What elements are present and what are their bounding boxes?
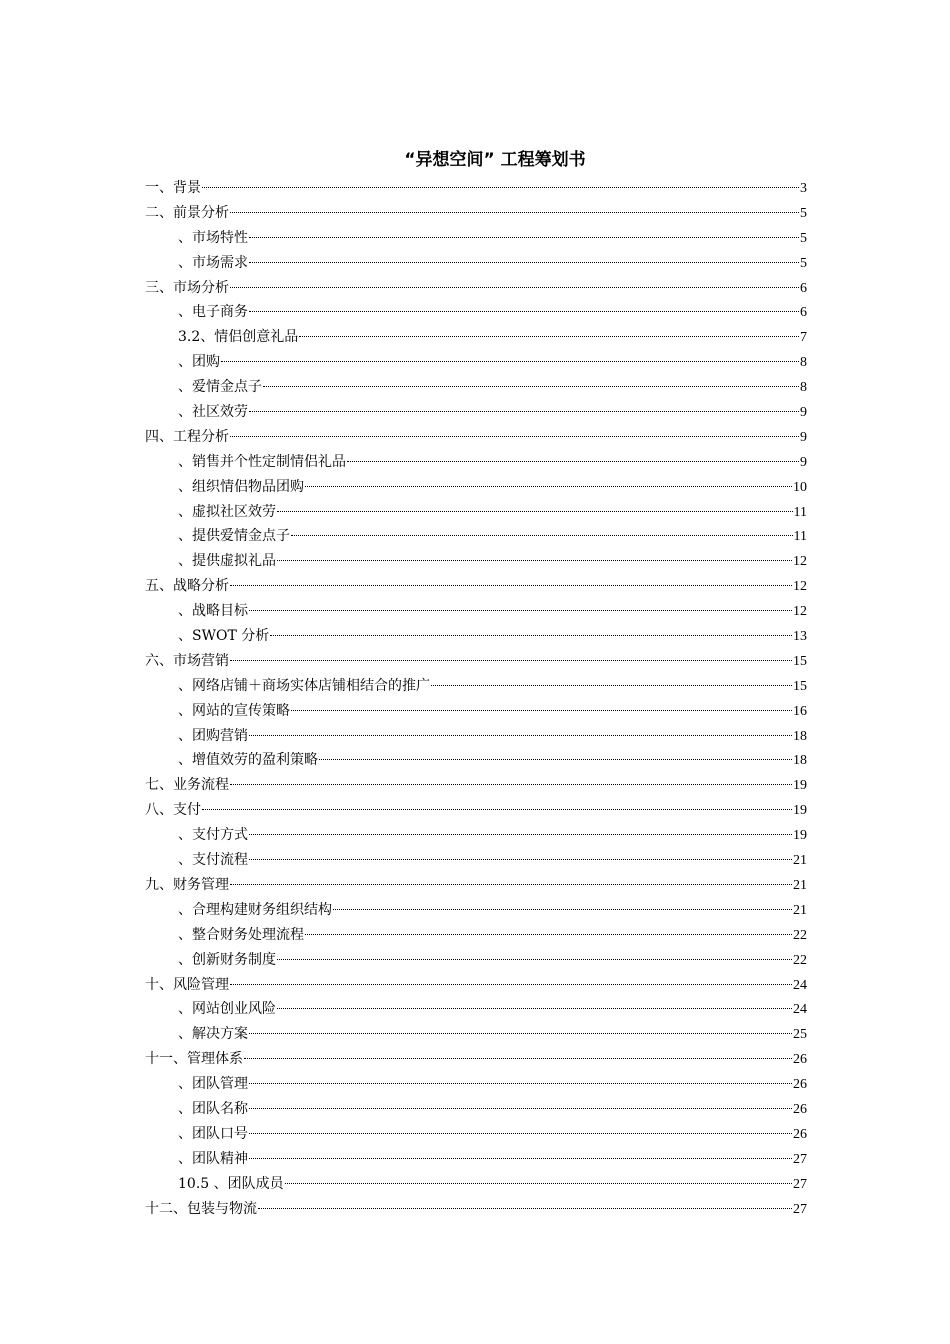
toc-entry[interactable] [145, 500, 807, 525]
toc-entry-page-number: 6 [800, 280, 807, 296]
toc-entry[interactable] [145, 997, 807, 1022]
toc-entry-page-number: 21 [793, 877, 807, 893]
toc-leader-dots [249, 237, 799, 238]
toc-entry[interactable] [145, 674, 807, 699]
toc-entry-page-number: 27 [793, 1201, 807, 1217]
toc-leader-dots [431, 685, 792, 686]
toc-entry[interactable] [145, 201, 807, 226]
toc-entry-label: 八、支付 [145, 802, 201, 819]
toc-entry-label: 十二、包装与物流 [145, 1200, 257, 1217]
toc-entry-page-number: 10 [793, 479, 807, 495]
toc-entry-page-number: 18 [793, 753, 807, 769]
toc-entry-page-number: 16 [793, 703, 807, 719]
toc-entry-page-number: 27 [793, 1151, 807, 1167]
toc-entry-label: 10.5 、团队成员 [178, 1175, 284, 1192]
toc-entry-label: 、网络店铺＋商场实体店铺相结合的推广 [178, 677, 430, 694]
toc-entry-label: 、支付方式 [178, 827, 248, 844]
toc-entry[interactable] [145, 300, 807, 325]
toc-entry-page-number: 3 [800, 181, 807, 196]
toc-entry-label: 四、工程分析 [145, 428, 229, 445]
toc-entry-label: 三、市场分析 [145, 279, 229, 296]
toc-leader-dots [230, 436, 799, 437]
toc-leader-dots [202, 809, 792, 810]
toc-entry-page-number: 21 [793, 853, 807, 869]
toc-leader-dots [263, 386, 799, 387]
toc-entry[interactable] [145, 176, 807, 201]
toc-entry-page-number: 19 [793, 778, 807, 794]
toc-entry-label: 、网站创业风险 [178, 1001, 276, 1018]
toc-entry-label: 、团购 [178, 354, 220, 371]
toc-entry[interactable] [145, 823, 807, 848]
toc-entry-page-number: 22 [793, 927, 807, 943]
toc-entry-label: 九、财务管理 [145, 876, 229, 893]
toc-entry-label: 、虚拟社区效劳 [178, 503, 276, 520]
toc-leader-dots [347, 461, 799, 462]
toc-entry-page-number: 5 [800, 230, 807, 246]
toc-entry[interactable] [145, 973, 807, 998]
toc-entry[interactable] [145, 350, 807, 375]
toc-entry-label: 、组织情侣物品团购 [178, 478, 304, 495]
toc-entry-page-number: 15 [793, 678, 807, 694]
toc-leader-dots [249, 411, 799, 412]
toc-entry-label: 、支付流程 [178, 852, 248, 869]
toc-entry-label: 3.2、情侣创意礼品 [178, 329, 299, 346]
toc-leader-dots [305, 934, 792, 935]
toc-entry[interactable] [145, 400, 807, 425]
toc-entry-page-number: 8 [800, 355, 807, 371]
toc-entry[interactable] [145, 798, 807, 823]
toc-entry-page-number: 12 [793, 554, 807, 570]
toc-leader-dots [249, 311, 799, 312]
toc-entry[interactable] [145, 1147, 807, 1172]
toc-entry[interactable] [145, 923, 807, 948]
toc-leader-dots [230, 660, 792, 661]
toc-leader-dots [285, 1183, 792, 1184]
toc-entry[interactable] [145, 773, 807, 798]
table-of-contents [145, 176, 807, 1221]
toc-entry-label: 、合理构建财务组织结构 [178, 901, 332, 918]
toc-entry-page-number: 25 [793, 1027, 807, 1043]
toc-entry[interactable] [145, 873, 807, 898]
toc-entry-label: 、销售并个性定制情侣礼品 [178, 453, 346, 470]
toc-leader-dots [249, 1083, 792, 1084]
toc-entry[interactable] [145, 1047, 807, 1072]
toc-leader-dots [249, 735, 792, 736]
toc-entry-label: 、团队精神 [178, 1150, 248, 1167]
toc-entry-label: 二、前景分析 [145, 204, 229, 221]
toc-entry-label: 、提供爱情金点子 [178, 528, 290, 545]
toc-entry-label: 五、战略分析 [145, 578, 229, 595]
toc-entry[interactable] [145, 549, 807, 574]
toc-entry-label: 一、背景 [145, 180, 201, 196]
toc-entry-label: 、增值效劳的盈利策略 [178, 752, 318, 769]
toc-entry-label: 六、市场营销 [145, 652, 229, 669]
toc-entry-label: 七、业务流程 [145, 777, 229, 794]
toc-leader-dots [333, 909, 792, 910]
toc-entry-label: 、SWOT 分析 [178, 628, 270, 645]
toc-entry[interactable] [145, 450, 807, 475]
toc-leader-dots [230, 984, 792, 985]
toc-entry-page-number: 26 [793, 1077, 807, 1093]
toc-entry[interactable] [145, 1022, 807, 1047]
toc-entry-page-number: 5 [800, 255, 807, 271]
toc-entry[interactable] [145, 624, 807, 649]
toc-entry-page-number: 11 [793, 529, 807, 545]
toc-entry-page-number: 27 [793, 1176, 807, 1192]
toc-leader-dots [305, 486, 792, 487]
toc-leader-dots [249, 859, 792, 860]
toc-leader-dots [249, 262, 799, 263]
toc-leader-dots [221, 361, 799, 362]
toc-entry-label: 、团购营销 [178, 727, 248, 744]
toc-entry[interactable] [145, 375, 807, 400]
toc-entry[interactable] [145, 276, 807, 301]
toc-leader-dots [277, 511, 793, 512]
toc-leader-dots [230, 784, 792, 785]
toc-entry-page-number: 9 [800, 454, 807, 470]
toc-entry-label: 、电子商务 [178, 304, 248, 321]
toc-entry-label: 十一、管理体系 [145, 1051, 243, 1068]
toc-leader-dots [230, 585, 792, 586]
toc-leader-dots [230, 884, 792, 885]
toc-entry[interactable] [145, 524, 807, 549]
toc-entry-label: 、团队名称 [178, 1100, 248, 1117]
toc-entry-page-number: 6 [800, 305, 807, 321]
toc-leader-dots [249, 1133, 792, 1134]
toc-entry-label: 、团队口号 [178, 1125, 248, 1142]
toc-entry[interactable] [145, 948, 807, 973]
toc-entry[interactable] [145, 251, 807, 276]
toc-entry[interactable] [145, 325, 807, 350]
toc-leader-dots [258, 1208, 792, 1209]
toc-entry-page-number: 12 [793, 604, 807, 620]
toc-entry-label: 、解决方案 [178, 1026, 248, 1043]
toc-entry[interactable] [145, 425, 807, 450]
toc-leader-dots [249, 1108, 792, 1109]
toc-entry[interactable] [145, 748, 807, 773]
toc-entry[interactable] [145, 649, 807, 674]
toc-leader-dots [299, 336, 799, 337]
toc-entry[interactable] [145, 1122, 807, 1147]
toc-entry-label: 、爱情金点子 [178, 379, 262, 396]
toc-entry-page-number: 24 [793, 977, 807, 993]
toc-leader-dots [249, 1033, 792, 1034]
toc-entry-page-number: 15 [793, 653, 807, 669]
document-title: “异想空间” 工程筹划书 [404, 150, 586, 170]
toc-entry-label: 、团队管理 [178, 1076, 248, 1093]
toc-leader-dots [277, 560, 792, 561]
toc-leader-dots [270, 635, 792, 636]
toc-entry-label: 、提供虚拟礼品 [178, 553, 276, 570]
toc-entry-page-number: 26 [793, 1126, 807, 1142]
toc-entry-page-number: 5 [800, 205, 807, 221]
toc-entry-label: 、社区效劳 [178, 404, 248, 421]
toc-leader-dots [230, 287, 799, 288]
toc-entry[interactable] [145, 475, 807, 500]
toc-leader-dots [291, 710, 792, 711]
toc-entry-page-number: 7 [800, 330, 807, 346]
toc-entry-label: 、创新财务制度 [178, 951, 276, 968]
toc-entry-page-number: 11 [793, 504, 807, 520]
toc-leader-dots [319, 759, 792, 760]
toc-entry-label: 、市场需求 [178, 254, 248, 271]
toc-entry-page-number: 12 [793, 579, 807, 595]
toc-entry-page-number: 19 [793, 803, 807, 819]
toc-entry-page-number: 9 [800, 405, 807, 421]
toc-entry-page-number: 13 [793, 629, 807, 645]
toc-entry-label: 、网站的宣传策略 [178, 702, 290, 719]
toc-entry-page-number: 26 [793, 1052, 807, 1068]
toc-leader-dots [244, 1058, 792, 1059]
toc-entry-label: 、战略目标 [178, 603, 248, 620]
toc-entry[interactable] [145, 724, 807, 749]
toc-leader-dots [249, 1158, 792, 1159]
toc-leader-dots [249, 610, 792, 611]
toc-entry-page-number: 9 [800, 429, 807, 445]
toc-entry[interactable] [145, 1197, 807, 1222]
toc-leader-dots [291, 535, 793, 536]
toc-entry[interactable] [145, 574, 807, 599]
toc-entry-page-number: 26 [793, 1101, 807, 1117]
toc-entry-page-number: 21 [793, 902, 807, 918]
toc-entry[interactable] [145, 599, 807, 624]
toc-leader-dots [202, 187, 799, 188]
toc-entry[interactable] [145, 898, 807, 923]
toc-entry-label: 、市场特性 [178, 229, 248, 246]
toc-entry-page-number: 19 [793, 828, 807, 844]
toc-leader-dots [277, 1008, 792, 1009]
toc-leader-dots [249, 834, 792, 835]
toc-entry-label: 十、风险管理 [145, 976, 229, 993]
toc-entry[interactable] [145, 1172, 807, 1197]
toc-entry-page-number: 24 [793, 1002, 807, 1018]
toc-entry-page-number: 22 [793, 952, 807, 968]
toc-entry[interactable] [145, 848, 807, 873]
toc-entry-label: 、整合财务处理流程 [178, 926, 304, 943]
toc-entry[interactable] [145, 1097, 807, 1122]
toc-leader-dots [277, 959, 792, 960]
toc-entry[interactable] [145, 226, 807, 251]
toc-entry-page-number: 18 [793, 728, 807, 744]
toc-entry[interactable] [145, 1072, 807, 1097]
toc-leader-dots [230, 212, 799, 213]
toc-entry-page-number: 8 [800, 380, 807, 396]
toc-entry[interactable] [145, 699, 807, 724]
